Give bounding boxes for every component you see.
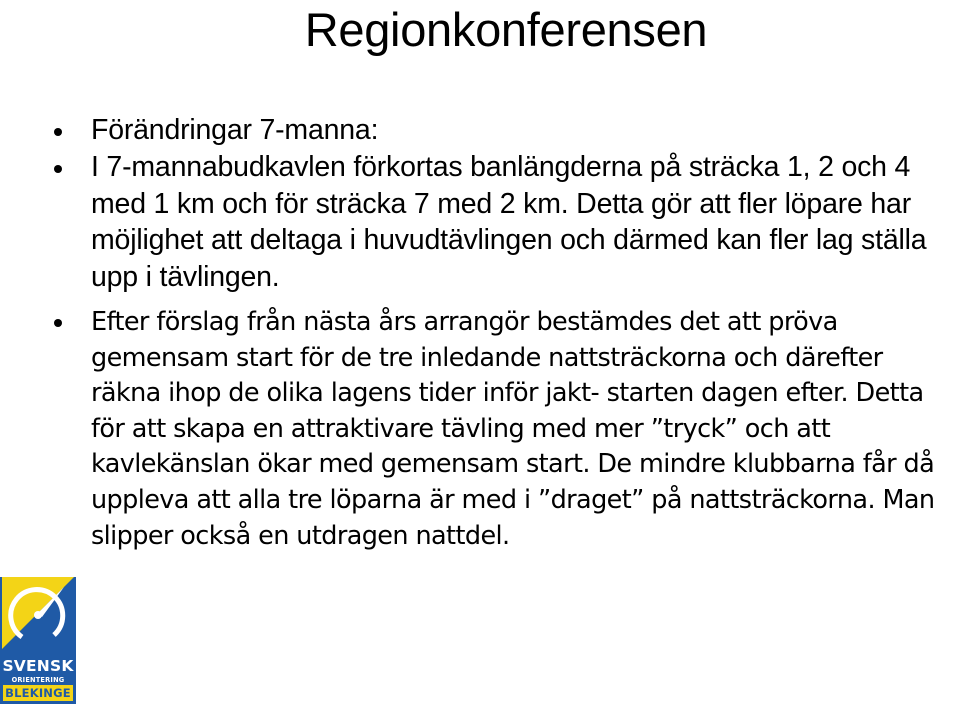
logo-text-orientering: ORIENTERING [11,676,65,684]
logo-text-svensk: SVENSK [2,657,74,675]
compass-needle-icon [2,577,74,649]
logo-text-blekinge: BLEKINGE [3,685,73,701]
bullet-item-2: I 7-mannabudkavlen förkortas banlängderna på sträcka 1, 2 och 4 med 1 km och för sträcka 7 med 2 km. Detta gör att fler löpare har möjlighet att deltaga i huvudtävlingen och därmed kan fler lag ställa upp i tävlingen. [91,149,955,296]
svensk-orientering-logo [0,577,76,704]
slide-title: Regionkonferensen [304,3,708,56]
bullet-item-3: Efter förslag från nästa års arrangör bestämdes det att pröva gemensam start för de tre inledande nattsträckorna och därefter räkna ihop de olika lagens tider inför jakt- starten dagen efter. Detta för att skapa en attraktivare tävling med mer ”tryck” och att kavlekänslan ökar med gemensam start. De mindre klubbarna får då uppleva att alla tre löparna är med i ”draget” på nattsträckorna. Man slipper också en utdragen nattdel. [91,305,955,554]
bullet-item-1: Förändringar 7-manna: [91,112,955,149]
bullet-list [91,112,955,554]
